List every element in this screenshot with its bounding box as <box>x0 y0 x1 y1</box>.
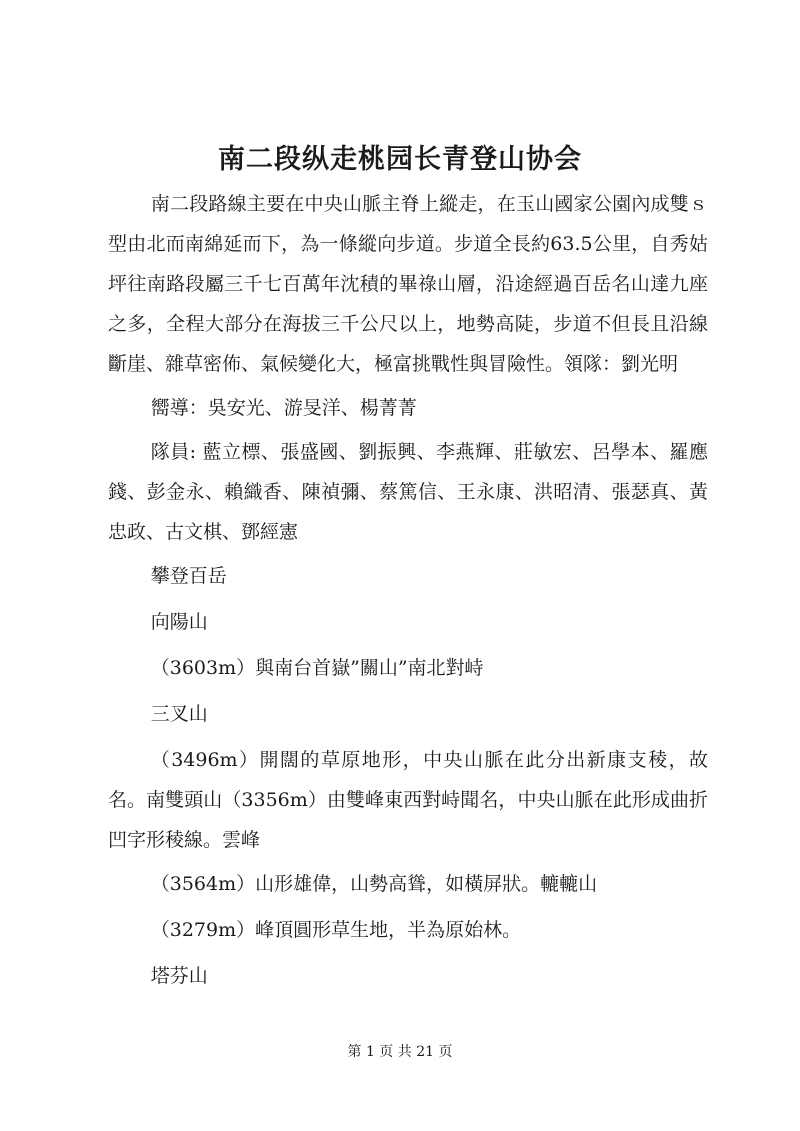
section-heading-peaks: 攀登百岳 <box>150 565 227 587</box>
intro-paragraph: 南二段路線主要在中央山脈主脊上縱走，在玉山國家公園內成雙ｓ型由北而南綿延而下，為一條縱向步道。步道全長約63.5公里，自秀姑坪往南路段屬三千七百萬年沈積的畢祿山層，沿途經過百岳名山達九座之多，全程大部分在海拔三千公尺以上，地勢高陡，步道不但長且沿線斷崖、雜草密佈、氣候變化大，極富挑戰性與冒險性。領隊：劉光明 <box>108 193 708 375</box>
page-number-footer: 第 1 页 共 21 页 <box>347 1044 453 1060</box>
peak-desc-xiangyang: （3603m）與南台首嶽”關山”南北對峙 <box>150 657 484 679</box>
peak-desc-yunfeng: （3564m）山形雄偉，山勢高聳，如橫屏狀。轆轆山 <box>150 873 598 895</box>
document-body <box>108 184 708 1002</box>
guides-paragraph: 嚮導：吳安光、游旻洋、楊菁菁 <box>150 397 417 419</box>
peak-name-tafen: 塔芬山 <box>150 965 208 987</box>
peak-name-sancha: 三叉山 <box>150 703 208 725</box>
document-title: 南二段纵走桃园长青登山协会 <box>218 144 582 175</box>
peak-desc-lulu: （3279m）峰頂圓形草生地，半為原始林。 <box>150 919 522 941</box>
peak-name-xiangyang: 向陽山 <box>150 611 208 633</box>
peak-desc-sancha: （3496m）開闊的草原地形，中央山脈在此分出新康支稜，故名。南雙頭山（3356m）由雙峰東西對峙聞名，中央山脈在此形成曲折凹字形稜線。雲峰 <box>108 749 708 851</box>
members-paragraph: 隊員: 藍立標、張盛國、劉振興、李燕輝、莊敏宏、呂學本、羅應錢、彭金永、賴織香、陳禎彌、蔡篤信、王永康、洪昭清、張瑟真、黃忠政、古文棋、鄧經憲 <box>108 441 708 543</box>
